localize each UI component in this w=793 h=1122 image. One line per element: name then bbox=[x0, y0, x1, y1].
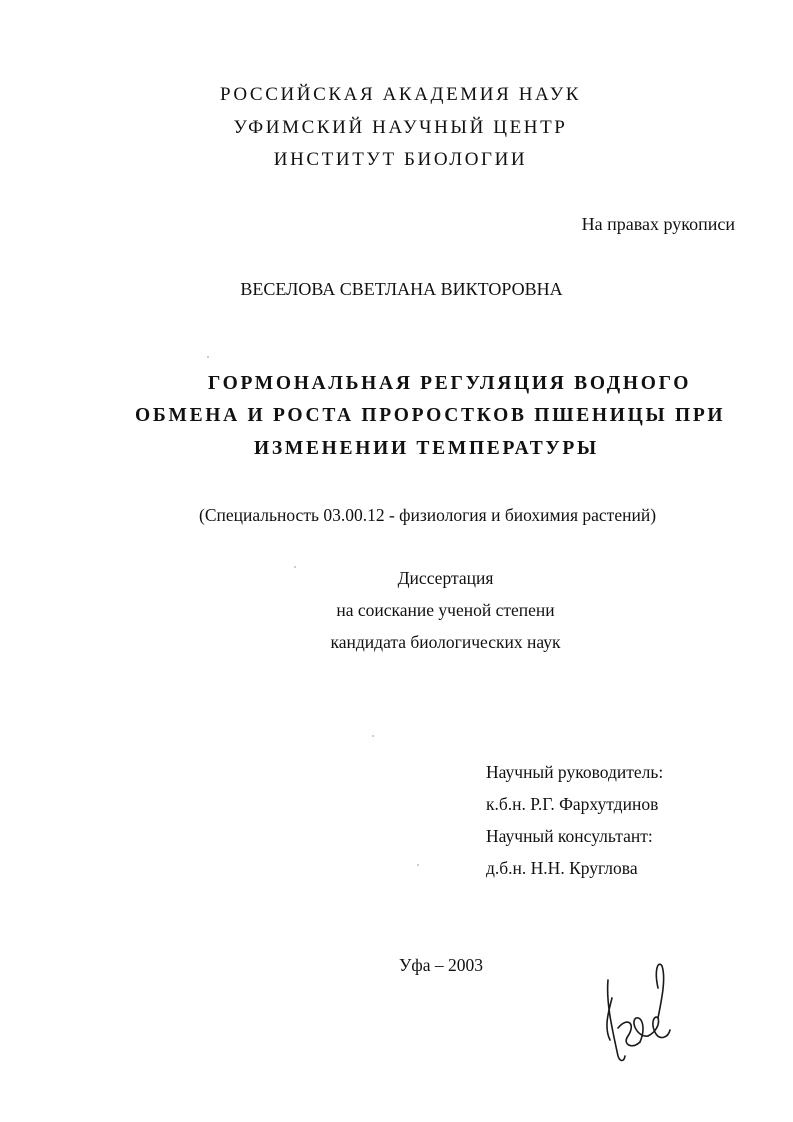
institute-name: ИНСТИТУТ БИОЛОГИИ bbox=[273, 149, 528, 170]
scan-speck bbox=[294, 566, 296, 568]
consultant-label: Научный консультант: bbox=[486, 826, 653, 846]
author-name: ВЕСЕЛОВА СВЕТЛАНА ВИКТОРОВНА bbox=[240, 279, 563, 299]
scan-speck bbox=[372, 735, 374, 737]
scan-speck bbox=[417, 864, 419, 866]
dissertation-line-3: кандидата биологических наук bbox=[330, 632, 561, 652]
supervisor-label: Научный руководитель: bbox=[486, 762, 664, 782]
title-line-2: ОБМЕНА И РОСТА ПРОРОСТКОВ ПШЕНИЦЫ ПРИ bbox=[135, 405, 726, 426]
title-line-3: ИЗМЕНЕНИИ ТЕМПЕРАТУРЫ bbox=[254, 438, 599, 459]
academy-name: РОССИЙСКАЯ АКАДЕМИЯ НАУК bbox=[219, 84, 582, 105]
dissertation-line-1: Диссертация bbox=[397, 568, 494, 588]
specialty-line: (Специальность 03.00.12 - физиология и биохимия растений) bbox=[199, 505, 657, 525]
consultant-name: д.б.н. Н.Н. Круглова bbox=[486, 858, 638, 878]
center-name: УФИМСКИЙ НАУЧНЫЙ ЦЕНТР bbox=[233, 117, 568, 138]
city-year: Уфа – 2003 bbox=[399, 955, 483, 975]
handwritten-signature bbox=[598, 958, 678, 1070]
dissertation-line-2: на соискание ученой степени bbox=[336, 600, 555, 620]
supervisor-name: к.б.н. Р.Г. Фархутдинов bbox=[486, 794, 659, 814]
manuscript-note: На правах рукописи bbox=[581, 214, 735, 234]
scan-speck bbox=[207, 356, 209, 358]
title-line-1: ГОРМОНАЛЬНАЯ РЕГУЛЯЦИЯ ВОДНОГО bbox=[208, 373, 692, 394]
